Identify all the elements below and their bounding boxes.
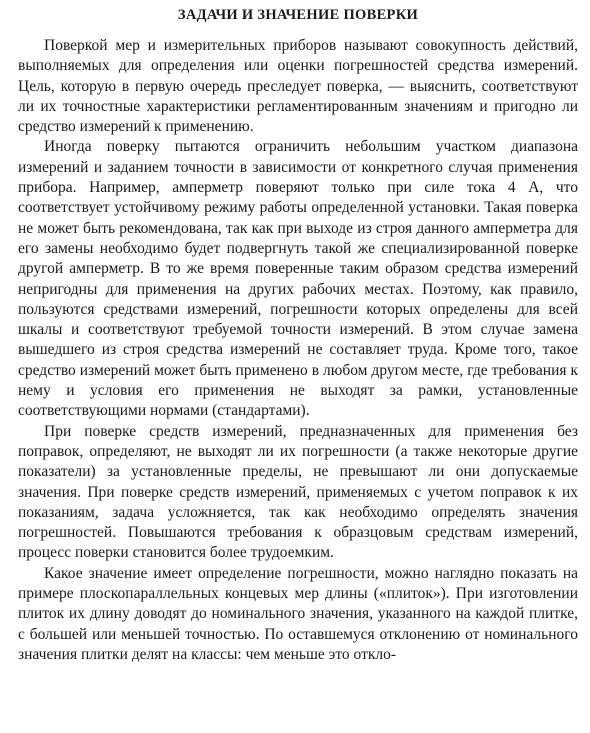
paragraph-without-corrections: При поверке средств измерений, предназначенных для применения без поправок, определяют, не выходят ли их погрешности (а также некоторые другие показатели) за установленные пределы, не превышают ли они допускаемые значения. При поверке средств измерений, применяемых с учетом поправок к их показаниям, задача усложняется, так как необходимо определять значения погрешностей. Повышаются требования к образцовым средствам измерений, процесс поверки становится более трудоемким. (18, 422, 578, 562)
section-heading: ЗАДАЧИ И ЗНАЧЕНИЕ ПОВЕРКИ (177, 7, 419, 23)
paragraph-definition: Поверкой мер и измерительных приборов называют совокупность действий, выполняемых для определения или оценки погрешностей средства измерений. Цель, которую в первую очередь преследует поверка, — выяснить, соответствуют ли их точностные характеристики регламентированным значениям и пригодно ли средство измерений к применению. (18, 37, 578, 136)
paragraph-limited-verification: Иногда поверку пытаются ограничить небольшим участком диапазона измерений и заданием точности в зависимости от конкретного случая применения прибора. Например, амперметр поверяют только при силе тока 4 А, что соответствует устойчивому режиму работы определенной установки. Такая поверка не может быть рекомендована, так как при выходе из строя данного амперметра для его замены необходимо будет подвергнуть такой же специализированной поверке другой амперметр. В то же время поверенные таким образом средства измерений непригодны для применения на других рабочих местах. Поэтому, как правило, пользуются средствами измерений, погрешности которых определены для всей шкалы и соответствуют требуемой точности измерений. В этом случае замена вышедшего из строя средства измерений не составляет труда. Кроме того, такое средство измерений может быть применено в любом другом месте, где требования к нему и условия его применения не выходят за рамки, установленные соответствующими нормами (стандартами). (18, 138, 578, 420)
paragraph-gauge-blocks: Какое значение имеет определение погрешности, можно наглядно показать на примере плоскопараллельных концевых мер длины («плиток»). При изготовлении плиток их длину доводят до номинального значения, указанного на каждой плитке, с большей или меньшей точностью. По оставшемуся отклонению от номинального значения плитки делят на классы: чем меньше это откло- (18, 564, 578, 663)
document-page (18, 6, 578, 665)
